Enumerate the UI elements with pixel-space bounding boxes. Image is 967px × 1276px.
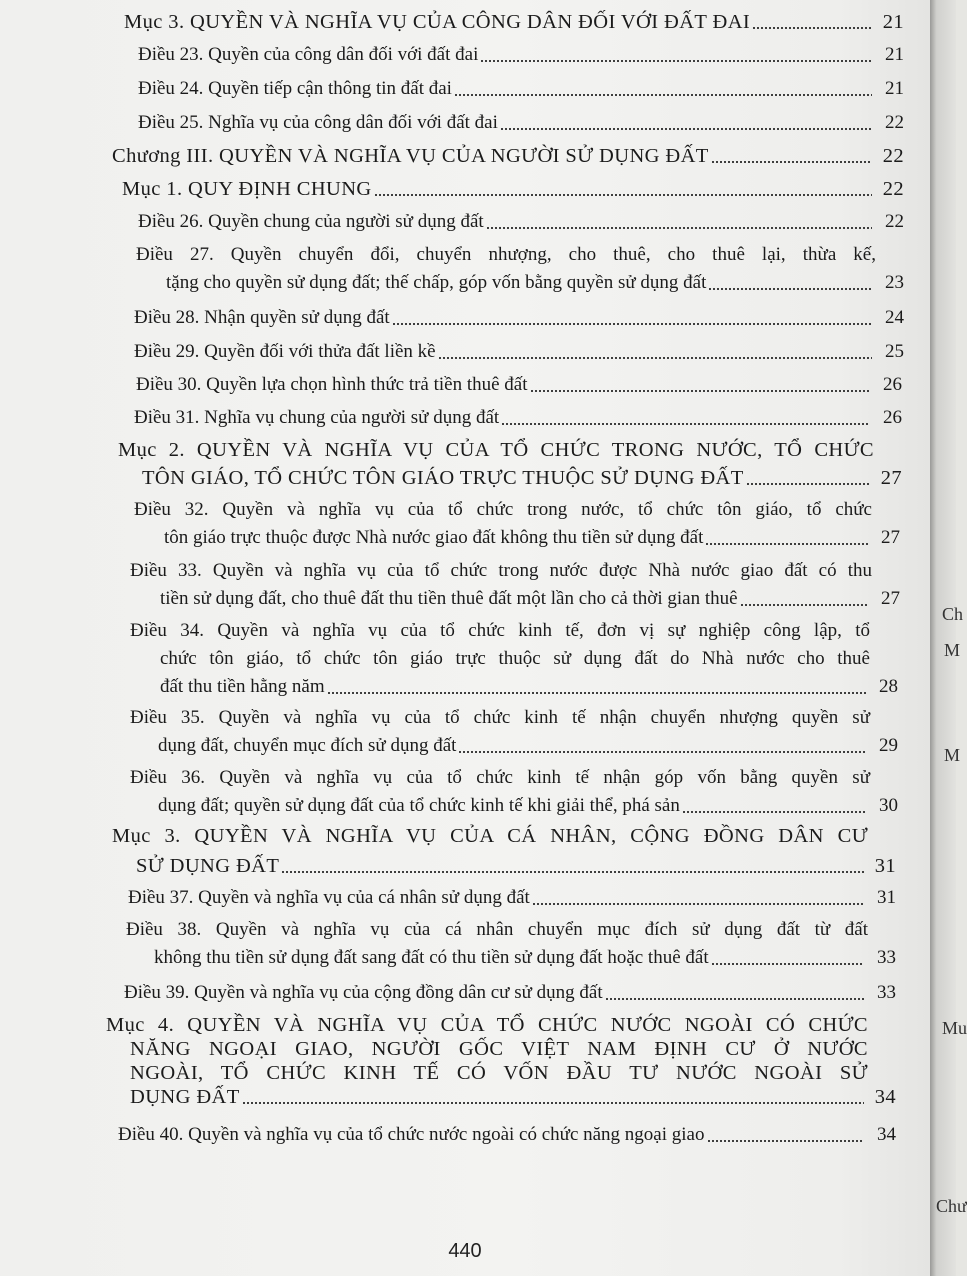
toc-entry-title-line: dụng đất; quyền sử dụng đất của tổ chức kinh tế khi giải thể, phá sản — [158, 795, 680, 816]
dot-leader — [707, 1139, 865, 1143]
toc-page-number: 27 — [881, 588, 900, 609]
toc-page-number: 31 — [874, 855, 896, 877]
toc-entry-title-line: TÔN GIÁO, TỔ CHỨC TÔN GIÁO TRỰC THUỘC SỬ DỤNG ĐẤT — [142, 467, 744, 489]
dot-leader — [281, 870, 864, 874]
dot-leader — [500, 127, 872, 131]
toc-entry-title-line: Mục 3. QUYỀN VÀ NGHĨA VỤ CỦA CÔNG DÂN ĐỐI VỚI ĐẤT ĐAI — [124, 11, 751, 33]
toc-entry-title-line: tiền sử dụng đất, cho thuê đất thu tiền thuê đất một lần cho cả thời gian thuê — [160, 588, 738, 609]
toc-entry-title-line: Mục 1. QUY ĐỊNH CHUNG — [122, 178, 372, 200]
toc-entry-title-line: Điều 24. Quyền tiếp cận thông tin đất đai — [138, 78, 452, 99]
edge-text-fragment: M — [944, 745, 961, 765]
toc-page-number: 26 — [883, 374, 902, 395]
next-page-edge — [930, 0, 967, 1276]
dot-leader — [530, 389, 870, 393]
toc-entry-title-line: Điều 23. Quyền của công dân đối với đất đai — [138, 44, 479, 65]
toc-page-number: 22 — [882, 145, 904, 167]
dot-leader — [392, 322, 872, 326]
toc-page-number: 22 — [882, 178, 904, 200]
toc-entry-title-line: Điều 39. Quyền và nghĩa vụ của cộng đồng dân cư sử dụng đất — [124, 982, 603, 1003]
dot-leader — [705, 542, 868, 546]
toc-page-number: 21 — [885, 44, 904, 65]
dot-leader — [327, 691, 866, 695]
toc-page-number: 27 — [880, 467, 902, 489]
toc-entry-title-line: Điều 30. Quyền lựa chọn hình thức trả tiền thuê đất — [136, 374, 528, 395]
toc-entry-title-line: Mục 4. QUYỀN VÀ NGHĨA VỤ CỦA TỔ CHỨC NƯỚC NGOÀI CÓ CHỨC — [106, 1014, 868, 1036]
toc-page-number: 22 — [885, 112, 904, 133]
dot-leader — [480, 59, 872, 63]
toc-entry-title-line: Điều 36. Quyền và nghĩa vụ của tổ chức kinh tế nhận góp vốn bằng quyền sử — [130, 767, 870, 788]
toc-entry-title-line: Điều 38. Quyền và nghĩa vụ của cá nhân chuyển mục đích sử dụng đất từ đất — [126, 919, 868, 940]
toc-entry-title-line: đất thu tiền hằng năm — [160, 676, 325, 697]
toc-entry-title-line: chức tôn giáo, tổ chức tôn giáo trực thuộc sử dụng đất do Nhà nước cho thuê — [160, 648, 870, 669]
toc-entry-title-line: không thu tiền sử dụng đất sang đất có thu tiền sử dụng đất hoặc thuê đất — [154, 947, 709, 968]
dot-leader — [501, 422, 870, 426]
toc-entry-title-line: Điều 34. Quyền và nghĩa vụ của tổ chức kinh tế, đơn vị sự nghiệp công lập, tổ — [130, 620, 870, 641]
toc-page-number: 34 — [874, 1086, 896, 1108]
toc-entry-title-line: DỤNG ĐẤT — [130, 1086, 240, 1108]
dot-leader — [374, 193, 872, 197]
dot-leader — [605, 997, 864, 1001]
toc-entry-title-line: Chương III. QUYỀN VÀ NGHĨA VỤ CỦA NGƯỜI SỬ DỤNG ĐẤT — [112, 145, 709, 167]
dot-leader — [682, 810, 866, 814]
toc-entry-title-line: SỬ DỤNG ĐẤT — [136, 855, 280, 877]
dot-leader — [242, 1101, 864, 1105]
toc-page-number: 26 — [883, 407, 902, 428]
edge-text-fragment: Mu — [942, 1018, 967, 1038]
toc-entry-title-line: Điều 35. Quyền và nghĩa vụ của tổ chức kinh tế nhận chuyển nhượng quyền sử — [130, 707, 870, 728]
toc-page-number: 23 — [885, 272, 904, 293]
dot-leader — [752, 26, 872, 30]
toc-page-number: 31 — [877, 887, 896, 908]
edge-text-fragment: M — [944, 640, 961, 660]
toc-page-number: 25 — [885, 341, 904, 362]
toc-page-number: 27 — [881, 527, 900, 548]
toc-entry-title-line: Điều 28. Nhận quyền sử dụng đất — [134, 307, 390, 328]
toc-entry-title-line: NĂNG NGOẠI GIAO, NGƯỜI GỐC VIỆT NAM ĐỊNH CƯ Ở NƯỚC — [130, 1038, 868, 1060]
toc-page-number: 28 — [879, 676, 898, 697]
dot-leader — [458, 750, 866, 754]
toc-entry-title-line: Điều 37. Quyền và nghĩa vụ của cá nhân sử dụng đất — [128, 887, 530, 908]
dot-leader — [438, 356, 872, 360]
dot-leader — [711, 962, 864, 966]
toc-page-number: 22 — [885, 211, 904, 232]
toc-entry-title-line: Điều 29. Quyền đối với thửa đất liền kề — [134, 341, 436, 362]
toc-page-number: 30 — [879, 795, 898, 816]
dot-leader — [746, 482, 870, 486]
dot-leader — [740, 603, 868, 607]
toc-entry-title-line: dụng đất, chuyển mục đích sử dụng đất — [158, 735, 457, 756]
dot-leader — [711, 160, 872, 164]
toc-entry-title-line: tặng cho quyền sử dụng đất; thế chấp, góp vốn bằng quyền sử dụng đất — [166, 272, 707, 293]
edge-text-fragment: Ch — [942, 604, 964, 624]
toc-page-number: 34 — [877, 1124, 896, 1145]
toc-page-number: 24 — [885, 307, 904, 328]
toc-entry-title-line: Điều 27. Quyền chuyển đổi, chuyển nhượng, cho thuê, cho thuê lại, thừa kế, — [136, 244, 876, 265]
toc-entry-title-line: Điều 40. Quyền và nghĩa vụ của tổ chức nước ngoài có chức năng ngoại giao — [118, 1124, 705, 1145]
toc-page-number: 21 — [885, 78, 904, 99]
toc-entry-title-line: Điều 32. Quyền và nghĩa vụ của tổ chức trong nước, tổ chức tôn giáo, tổ chức — [134, 499, 872, 520]
toc-entry-title-line: NGOÀI, TỔ CHỨC KINH TẾ CÓ VỐN ĐẦU TƯ NƯỚC NGOÀI SỬ — [130, 1062, 868, 1084]
toc-entry-title-line: Điều 31. Nghĩa vụ chung của người sử dụng đất — [134, 407, 500, 428]
toc-entry-title-line: Mục 3. QUYỀN VÀ NGHĨA VỤ CỦA CÁ NHÂN, CỘNG ĐỒNG DÂN CƯ — [112, 825, 868, 847]
toc-entry-title-line: Điều 33. Quyền và nghĩa vụ của tổ chức trong nước được Nhà nước giao đất có thu — [130, 560, 872, 581]
toc-page-number: 21 — [882, 11, 904, 33]
toc-page-number: 33 — [877, 982, 896, 1003]
toc-entry-title-line: Mục 2. QUYỀN VÀ NGHĨA VỤ CỦA TỔ CHỨC TRONG NƯỚC, TỔ CHỨC — [118, 439, 874, 461]
dot-leader — [454, 93, 872, 97]
toc-page-number: 33 — [877, 947, 896, 968]
toc-entry-title-line: Điều 26. Quyền chung của người sử dụng đất — [138, 211, 484, 232]
dot-leader — [486, 226, 872, 230]
toc-page-number: 29 — [879, 735, 898, 756]
dot-leader — [532, 902, 864, 906]
toc-entry-title-line: Điều 25. Nghĩa vụ của công dân đối với đất đai — [138, 112, 498, 133]
page-number: 440 — [448, 1240, 482, 1262]
toc-entry-title-line: tôn giáo trực thuộc được Nhà nước giao đất không thu tiền sử dụng đất — [164, 527, 704, 548]
dot-leader — [708, 287, 872, 291]
edge-text-fragment: Chư — [936, 1196, 967, 1216]
